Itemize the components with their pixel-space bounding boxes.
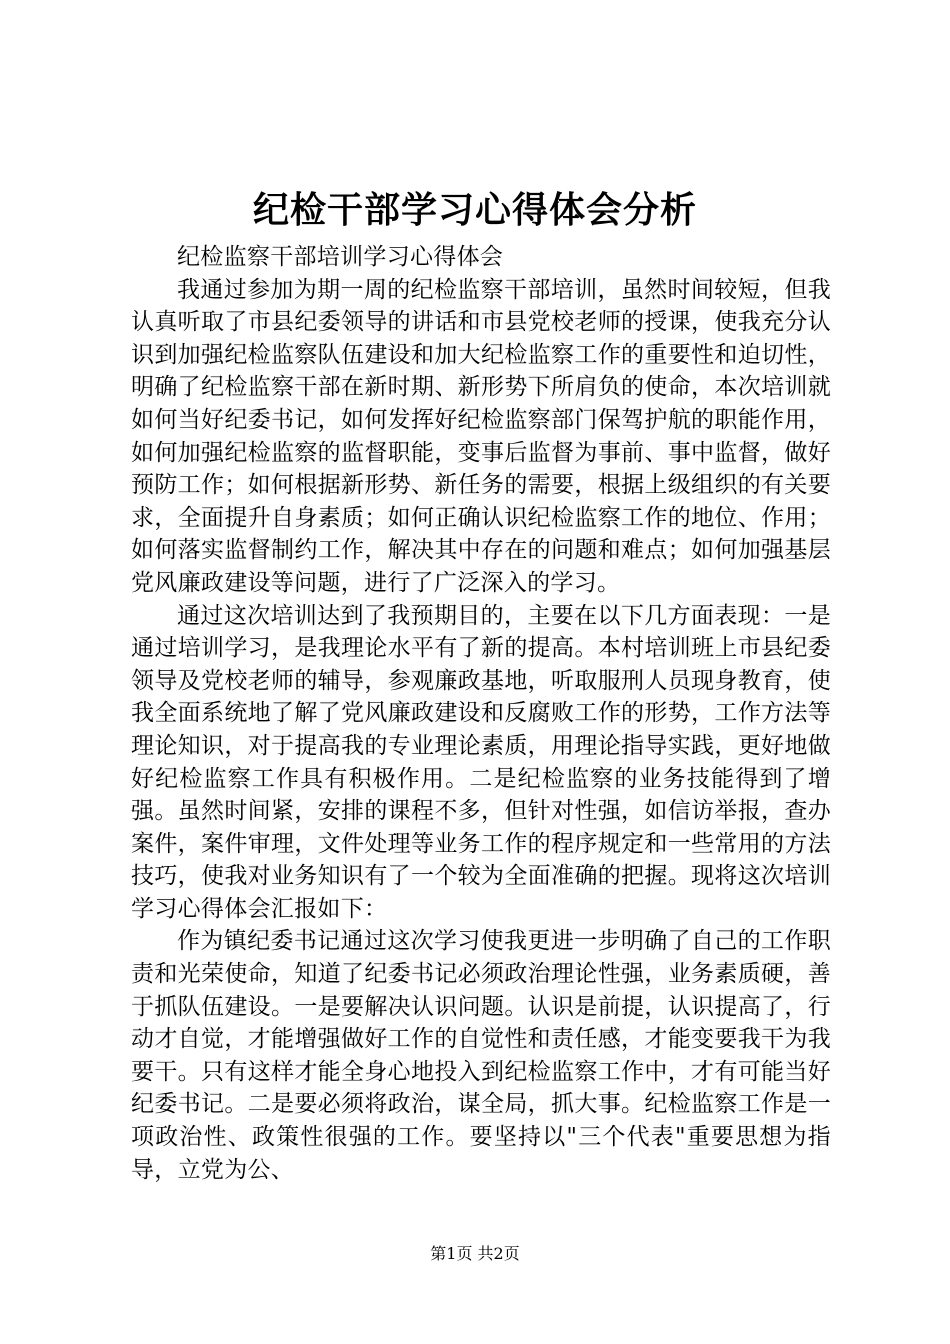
- paragraph-1: 我通过参加为期一周的纪检监察干部培训，虽然时间较短，但我认真听取了市县纪委领导的讲话和市县党校老师的授课，使我充分认识到加强纪检监察队伍建设和加大纪检监察工作的重要性和迫切性，明确了纪检监察干部在新时期、新形势下所肩负的使命，本次培训就如何当好纪委书记，如何发挥好纪检监察部门保驾护航的职能作用，如何加强纪检监察的监督职能，变事后监督为事前、事中监督，做好预防工作；如何根据新形势、新任务的需要，根据上级组织的有关要求，全面提升自身素质；如何正确认识纪检监察工作的地位、作用；如何落实监督制约工作，解决其中存在的问题和难点；如何加强基层党风廉政建设等问题，进行了广泛深入的学习。: [131, 276, 831, 596]
- document-subtitle: 纪检监察干部培训学习心得体会: [177, 244, 504, 270]
- paragraph-3: 作为镇纪委书记通过这次学习使我更进一步明确了自己的工作职责和光荣使命，知道了纪委书记必须政治理论性强，业务素质硬，善于抓队伍建设。一是要解决认识问题。认识是前提，认识提高了，行动才自觉，才能增强做好工作的自觉性和责任感，才能变要我干为我要干。只有这样才能全身心地投入到纪检监察工作中，才有可能当好纪委书记。二是要必须将政治，谋全局，抓大事。纪检监察工作是一项政治性、政策性很强的工作。要坚持以"三个代表"重要思想为指导，立党为公、: [131, 928, 831, 1183]
- document-title: 纪检干部学习心得体会分析: [252, 189, 697, 231]
- document-body: [131, 241, 831, 1186]
- page-footer: 第1页 共2页: [430, 1244, 520, 1263]
- paragraph-2: 通过这次培训达到了我预期目的，主要在以下几方面表现：一是通过培训学习，是我理论水平有了新的提高。本村培训班上市县纪委领导及党校老师的辅导，参观廉政基地，听取服刑人员现身教育，使我全面系统地了解了党风廉政建设和反腐败工作的形势，工作方法等理论知识，对于提高我的专业理论素质，用理论指导实践，更好地做好纪检监察工作具有积极作用。二是纪检监察的业务技能得到了增强。虽然时间紧，安排的课程不多，但针对性强，如信访举报，查办案件，案件审理，文件处理等业务工作的程序规定和一些常用的方法技巧，使我对业务知识有了一个较为全面准确的把握。现将这次培训学习心得体会汇报如下：: [131, 602, 831, 922]
